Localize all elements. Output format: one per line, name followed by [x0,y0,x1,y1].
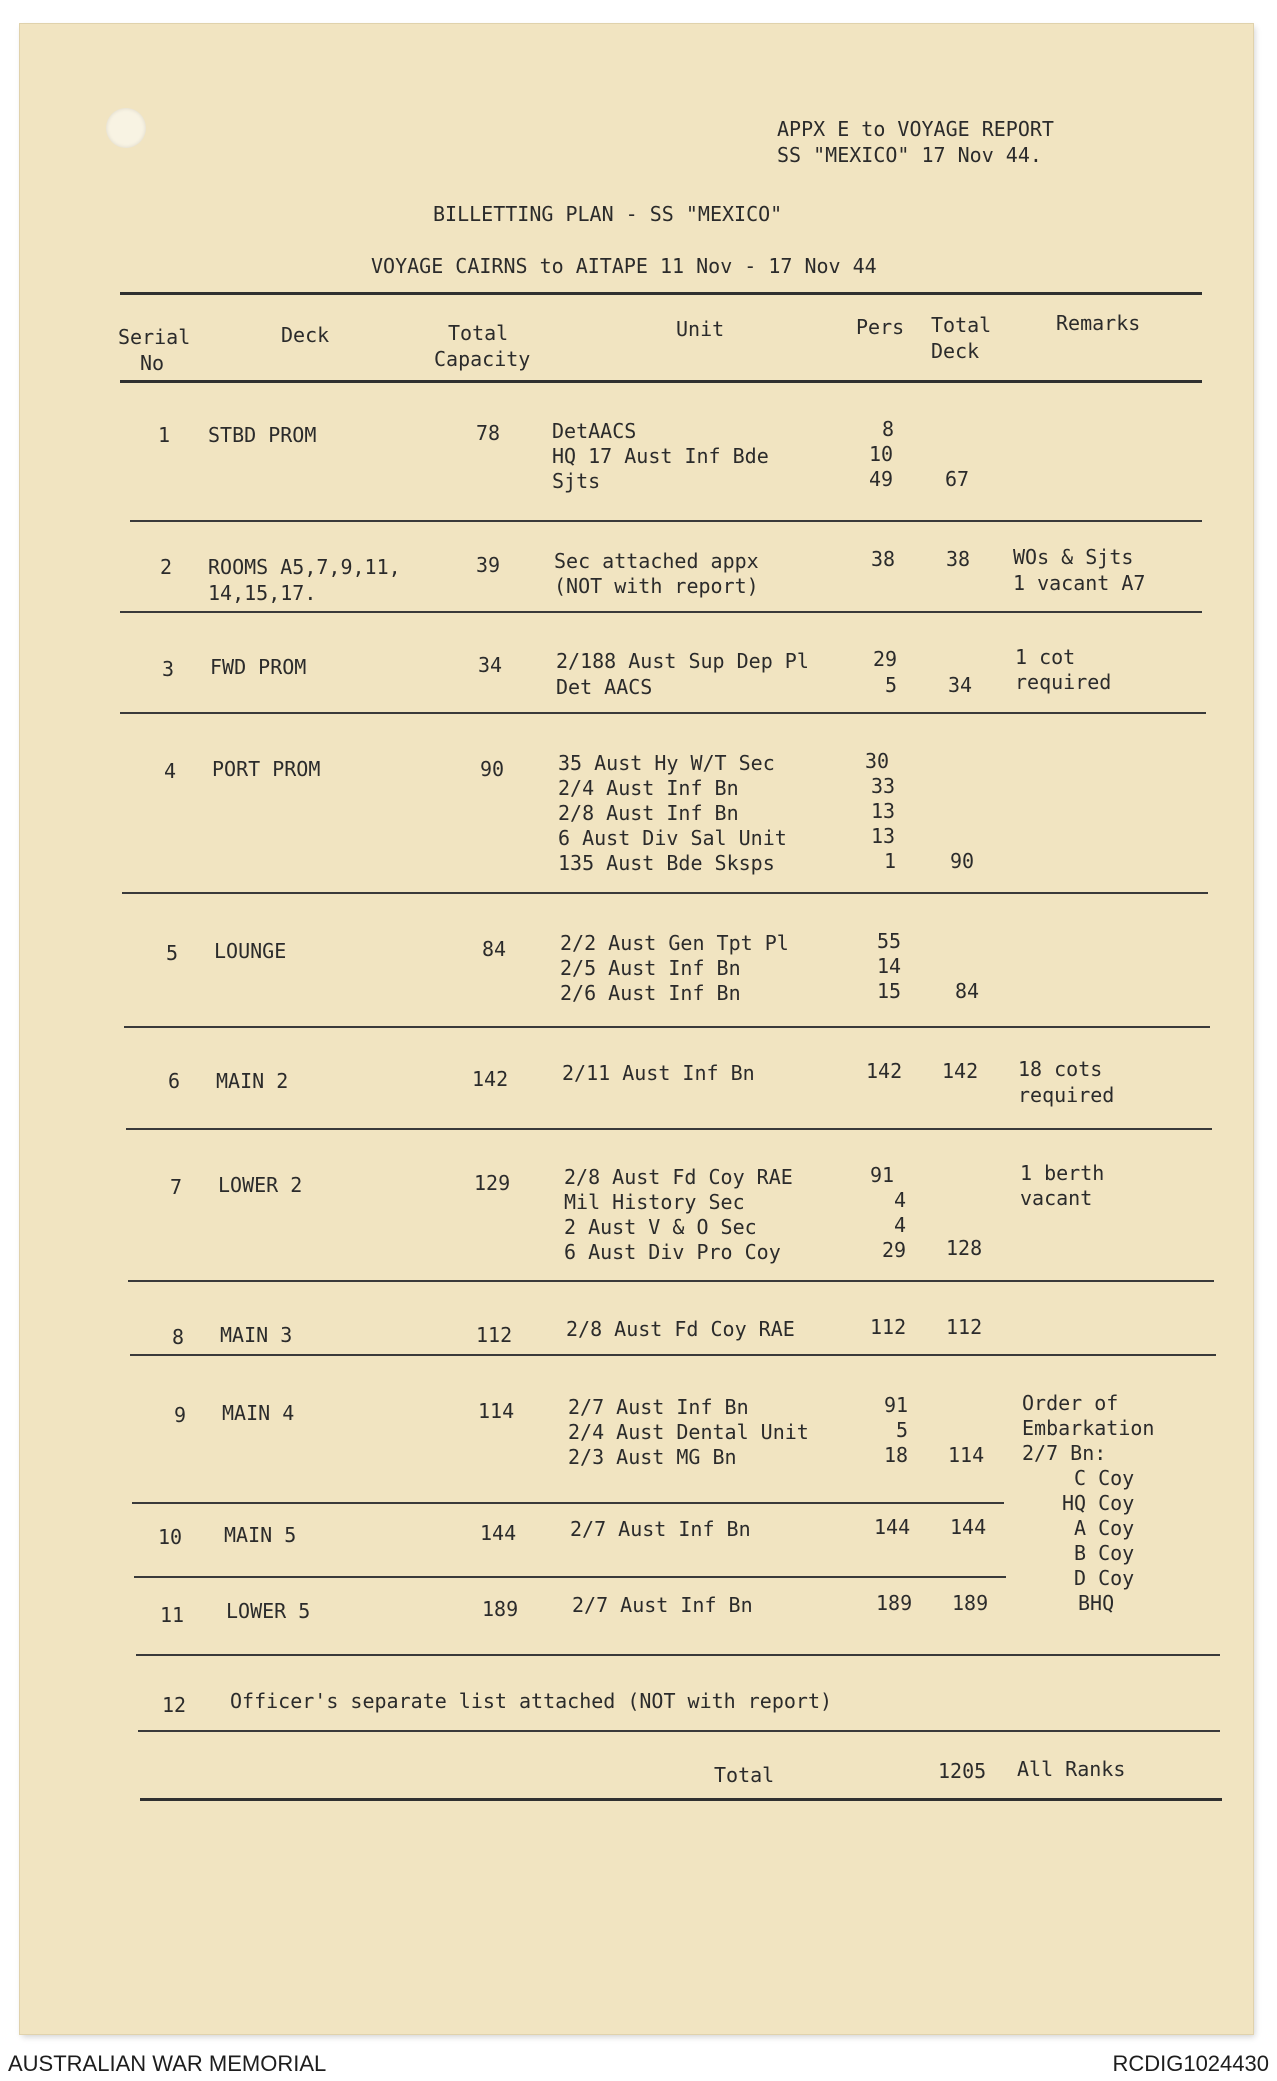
row-pers: 38 [871,547,896,571]
row-unit: 2/7 Aust Inf Bn [568,1395,749,1419]
row-pers: 14 [877,954,902,978]
row-serial: 9 [174,1403,187,1427]
row-divider [136,1654,1220,1656]
row-serial: 2 [160,555,173,579]
embarkation-title: Order of [1022,1391,1119,1415]
row-serial: 7 [170,1175,183,1199]
row-total-deck: 34 [948,673,973,697]
row-total-deck: 112 [946,1315,983,1339]
row-total-deck: 84 [955,979,980,1003]
col-pers-header: Pers [856,315,905,339]
document-title: BILLETTING PLAN - SS "MEXICO" [433,202,783,226]
row-serial: 3 [162,657,175,681]
total-label: Total [714,1763,775,1787]
row-pers: 49 [869,467,894,491]
row-remarks: required [1015,670,1112,694]
row-serial: 4 [164,759,177,783]
row-capacity: 78 [476,421,501,445]
row-total-deck: 142 [942,1059,979,1083]
rule-top [120,292,1202,295]
embarkation-item: HQ Coy [1062,1491,1135,1515]
row-serial: 12 [162,1693,187,1717]
row-deck: MAIN 5 [224,1523,297,1547]
col-serial-header-2: No [140,351,165,375]
col-total-deck-header: Total [931,313,992,337]
row-total-deck: 90 [950,849,975,873]
row-remarks: 18 cots [1018,1057,1103,1081]
row-remarks: 1 vacant A7 [1013,571,1146,595]
row-unit: 2/188 Aust Sup Dep Pl [556,649,809,673]
row-divider [122,892,1208,894]
row-deck: FWD PROM [210,655,307,679]
row-unit: Mil History Sec [564,1190,745,1214]
row-unit: HQ 17 Aust Inf Bde [552,444,769,468]
row-deck: STBD PROM [208,423,317,447]
row-unit: 2/8 Aust Fd Coy RAE [566,1317,795,1341]
col-remarks-header: Remarks [1056,311,1141,335]
col-deck-header: Deck [281,323,330,347]
row-unit: 2/7 Aust Inf Bn [570,1517,751,1541]
appendix-ref-line-1: APPX E to VOYAGE REPORT [777,117,1054,141]
row-unit: 2/5 Aust Inf Bn [560,956,741,980]
row-unit: Sec attached appx [554,549,759,573]
col-capacity-header-2: Capacity [434,347,531,371]
col-unit-header: Unit [676,317,725,341]
col-total-deck-header-2: Deck [931,339,980,363]
row-pers: 5 [896,1418,909,1442]
row-remarks: vacant [1020,1186,1093,1210]
row-pers: 144 [874,1515,911,1539]
row-pers: 10 [869,442,894,466]
row-capacity: 142 [472,1067,509,1091]
row-unit: 6 Aust Div Pro Coy [564,1240,781,1264]
row-unit: 2/3 Aust MG Bn [568,1445,737,1469]
row-unit: 2/8 Aust Inf Bn [558,801,739,825]
row-deck: MAIN 2 [216,1069,289,1093]
embarkation-item: A Coy [1074,1516,1135,1540]
row-deck: MAIN 3 [220,1323,293,1347]
row-capacity: 39 [476,553,501,577]
row-divider [132,1502,1004,1504]
row-serial: 1 [158,423,171,447]
row-unit: 2 Aust V & O Sec [564,1215,757,1239]
row-divider [130,1354,1216,1356]
row-pers: 91 [884,1393,909,1417]
row-pers: 5 [885,673,898,697]
footer-id: RCDIG1024430 [1112,2051,1269,2076]
footer-credit: AUSTRALIAN WAR MEMORIAL [8,2051,327,2076]
row-pers: 4 [894,1188,907,1212]
row-unit: 2/4 Aust Dental Unit [568,1420,809,1444]
embarkation-item: BHQ [1078,1591,1115,1615]
total-value: 1205 [938,1759,987,1783]
row-capacity: 34 [478,653,503,677]
appendix-ref-line-2: SS "MEXICO" 17 Nov 44. [777,143,1042,167]
row-total-deck: 114 [948,1443,985,1467]
row-capacity: 129 [474,1171,511,1195]
embarkation-title-2: Embarkation [1022,1416,1155,1440]
row-pers: 15 [877,979,902,1003]
row-pers: 33 [871,774,896,798]
row-unit: 2/11 Aust Inf Bn [562,1061,755,1085]
row-pers: 189 [876,1591,913,1615]
row-unit: 35 Aust Hy W/T Sec [558,751,775,775]
row-unit: DetAACS [552,419,637,443]
row-divider [130,520,1202,522]
col-capacity-header: Total [448,321,509,345]
row-pers: 13 [871,824,896,848]
row-divider [126,1128,1212,1130]
row-remarks: 1 berth [1020,1161,1105,1185]
embarkation-item: D Coy [1074,1566,1135,1590]
embarkation-item: B Coy [1074,1541,1135,1565]
row-serial: 10 [158,1525,183,1549]
row-unit: 2/4 Aust Inf Bn [558,776,739,800]
row-capacity: 84 [482,937,507,961]
row-deck: PORT PROM [212,757,321,781]
row-divider [134,1576,1006,1578]
total-note: All Ranks [1017,1757,1126,1781]
row-pers: 29 [873,647,898,671]
row-unit: Det AACS [556,675,653,699]
footer [0,2047,1277,2081]
row-serial: 6 [168,1069,181,1093]
row-divider [120,611,1202,613]
embarkation-battalion: 2/7 Bn: [1022,1441,1107,1465]
row-capacity: 189 [482,1597,519,1621]
rule-header [120,380,1202,383]
row-pers: 30 [865,749,890,773]
row-unit: Sjts [552,469,601,493]
row-pers: 29 [882,1238,907,1262]
row-unit: 2/6 Aust Inf Bn [560,981,741,1005]
col-serial-header: Serial [118,325,191,349]
row-capacity: 90 [480,757,505,781]
row-serial: 11 [160,1603,185,1627]
document-subtitle: VOYAGE CAIRNS to AITAPE 11 Nov - 17 Nov 44 [371,254,877,278]
row-serial: 5 [166,941,179,965]
row-deck: MAIN 4 [222,1401,295,1425]
row-serial: 8 [172,1325,185,1349]
row-deck: 14,15,17. [208,581,317,605]
row-unit: 2/2 Aust Gen Tpt Pl [560,931,789,955]
row-total-deck: 38 [946,547,971,571]
row-divider [124,1026,1210,1028]
row-total-deck: 189 [952,1591,989,1615]
document-page [20,24,1253,2034]
row-pers: 4 [894,1213,907,1237]
row-pers: 91 [870,1163,895,1187]
row-divider [138,1730,1220,1732]
row-total-deck: 144 [950,1515,987,1539]
row-capacity: 114 [478,1399,515,1423]
row-divider [128,1280,1214,1282]
row-unit: (NOT with report) [554,574,759,598]
embarkation-item: C Coy [1074,1466,1135,1490]
row-pers: 18 [884,1443,909,1467]
row-pers: 55 [877,929,902,953]
punch-hole [106,108,146,148]
row-capacity: 112 [476,1323,513,1347]
row-unit: 2/7 Aust Inf Bn [572,1593,753,1617]
row-pers: 13 [871,799,896,823]
row-total-deck: 67 [945,467,970,491]
row-deck: LOWER 5 [226,1599,311,1623]
row-pers: 8 [882,417,895,441]
row-deck: ROOMS A5,7,9,11, [208,555,401,579]
officers-list-note: Officer's separate list attached (NOT with report) [230,1689,833,1713]
row-pers: 142 [866,1059,903,1083]
row-divider [120,712,1206,714]
row-capacity: 144 [480,1521,517,1545]
row-pers: 112 [870,1315,907,1339]
rule-bottom [140,1798,1222,1801]
row-unit: 2/8 Aust Fd Coy RAE [564,1165,793,1189]
row-total-deck: 128 [946,1236,983,1260]
row-deck: LOUNGE [214,939,287,963]
row-remarks: 1 cot [1015,645,1076,669]
row-remarks: required [1018,1083,1115,1107]
row-deck: LOWER 2 [218,1173,303,1197]
row-unit: 6 Aust Div Sal Unit [558,826,787,850]
row-unit: 135 Aust Bde Sksps [558,851,775,875]
row-remarks: WOs & Sjts [1013,545,1134,569]
row-pers: 1 [884,849,897,873]
